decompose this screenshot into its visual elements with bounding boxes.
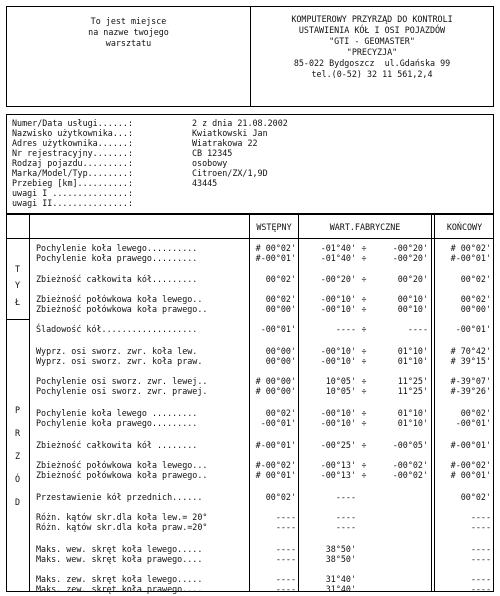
axle-divider [6,319,29,320]
row-final: # 00°02' [450,243,491,253]
row-initial: -00°01' [260,418,296,428]
row-label: Zbieżność całkowita kół......... [36,274,198,284]
info-value: osobowy [192,158,228,168]
row-final: 00°02' [460,274,491,284]
row-final: 00°02' [460,294,491,304]
row-label: Zbieżność połówkowa koła prawego.. [36,470,208,480]
axle-letter: P [14,405,21,415]
row-factory-max: 01°10' [397,346,428,356]
row-initial: #-00°01' [255,440,296,450]
info-value: 43445 [192,178,218,188]
row-label: Pochylenie koła prawego......... [36,253,198,263]
row-label: Pochylenie osi sworz. zwr. prawej. [36,386,208,396]
company-line: "GTI - GEOMASTER" [329,36,415,46]
row-factory-max: -00°05' [392,440,428,450]
info-label: Numer/Data usługi......: [12,118,134,128]
row-factory-sep: ÷ [361,304,367,314]
info-label: uwagi II...............: [12,198,134,208]
axle-letter: Ł [14,297,21,307]
col-final-divider-a [431,214,432,592]
axle-letter: T [14,264,21,274]
row-factory-min: ---- [335,324,356,334]
row-initial: ---- [275,522,296,532]
row-label: Zbieżność połówkowa koła prawego.. [36,304,208,314]
col-final-divider-b [434,214,435,592]
row-factory-max: 01°10' [397,356,428,366]
row-final: #-39°07' [450,376,491,386]
row-initial: ---- [275,544,296,554]
row-factory-min: 38°50' [325,554,356,564]
col-factory-divider [298,214,299,592]
row-factory-min: -00°10' [320,346,356,356]
col-header-initial: WSTĘPNY [256,222,292,232]
row-factory-max: 00°20' [397,274,428,284]
row-final: 00°02' [460,408,491,418]
row-factory-min: ---- [335,522,356,532]
measurement-table [6,214,494,592]
row-factory-min: -00°20' [320,274,356,284]
row-factory-min: -00°10' [320,418,356,428]
row-factory-sep: ÷ [361,470,367,480]
row-factory-min: ---- [335,512,356,522]
info-value: Wiatrakowa 22 [192,138,258,148]
row-label: Maks. zew. skręt koła lewego..... [36,574,203,584]
row-factory-min: -00°25' [320,440,356,450]
row-factory-sep: ÷ [361,460,367,470]
row-final: #-00°02' [450,460,491,470]
row-factory-max: -00°02' [392,460,428,470]
row-final: 00°00' [460,304,491,314]
row-factory-sep: ÷ [361,253,367,263]
row-factory-max: 11°25' [397,376,428,386]
row-factory-min: -01°40' [320,243,356,253]
row-factory-min: -00°10' [320,304,356,314]
workshop-line: warsztatu [105,38,152,48]
company-line: tel.(0-52) 32 11 561,2,4 [311,69,433,79]
row-initial: # 00°02' [255,243,296,253]
axle-letter: Z [14,451,21,461]
row-initial: 00°02' [265,492,296,502]
row-label: Śladowość kół................... [36,324,198,334]
row-initial: 00°02' [265,294,296,304]
row-factory-min: 31°40' [325,584,356,594]
axle-letter: R [14,428,21,438]
row-label: Wyprz. osi sworz. zwr. koła praw. [36,356,203,366]
axle-letter: Ó [14,474,21,484]
row-initial: #-00°02' [255,460,296,470]
row-final: -00°01' [455,418,491,428]
row-label: Maks. wew. skręt koła lewego..... [36,544,203,554]
row-factory-min: -00°10' [320,294,356,304]
axle-letter: Y [14,280,21,290]
workshop-line: To jest miejsce [90,16,167,26]
row-label: Wyprz. osi sworz. zwr. koła lew. [36,346,198,356]
row-label: Maks. zew. skręt koła prawego.... [36,584,203,594]
row-factory-min: 31°40' [325,574,356,584]
row-factory-sep: ÷ [361,294,367,304]
row-final: ---- [470,554,491,564]
row-factory-sep: ÷ [361,356,367,366]
company-line: USTAWIENIA KÓŁ I OSI POJAZDÓW [298,25,446,35]
workshop-line: na nazwe twojego [88,27,169,37]
row-final: ---- [470,584,491,594]
row-factory-sep: ÷ [361,376,367,386]
table-header-divider [6,238,494,239]
row-factory-max: ---- [407,324,428,334]
row-factory-sep: ÷ [361,408,367,418]
info-value: CB 12345 [192,148,233,158]
row-factory-max: 00°10' [397,304,428,314]
col-init-divider [249,214,250,592]
row-final: #-00°01' [450,440,491,450]
row-factory-max: -00°20' [392,253,428,263]
info-value: 2 z dnia 21.08.2002 [192,118,288,128]
info-value: Citroen/ZX/1,9D [192,168,268,178]
row-label: Zbieżność połówkowa koła lewego... [36,460,208,470]
row-label: Zbieżność połówkowa koła lewego.. [36,294,203,304]
row-factory-sep: ÷ [361,274,367,284]
row-factory-min: -00°13' [320,470,356,480]
row-factory-min: -00°10' [320,356,356,366]
row-factory-sep: ÷ [361,324,367,334]
row-factory-min: 10°05' [325,386,356,396]
company-line: KOMPUTEROWY PRZYRZĄD DO KONTROLI [291,14,453,24]
row-label: Pochylenie koła prawego......... [36,418,198,428]
info-value: Kwiatkowski Jan [192,128,268,138]
row-initial: ---- [275,574,296,584]
company-line: 85-022 Bydgoszcz ul.Gdańska 99 [293,58,451,68]
row-final: # 00°01' [450,470,491,480]
row-final: #-39°26' [450,386,491,396]
row-label: Pochylenie koła lewego.......... [36,243,198,253]
row-initial: 00°00' [265,346,296,356]
row-initial: 00°00' [265,356,296,366]
row-factory-min: -00°13' [320,460,356,470]
row-label: Różn. kątów skr.dla koła lew.= 20° [36,512,208,522]
row-final: ---- [470,522,491,532]
row-factory-min: ---- [335,492,356,502]
row-factory-max: 00°10' [397,294,428,304]
row-factory-max: -00°20' [392,243,428,253]
row-initial: # 00°01' [255,470,296,480]
row-factory-sep: ÷ [361,346,367,356]
row-factory-min: 10°05' [325,376,356,386]
info-label: Nr rejestracyjny.......: [12,148,134,158]
row-label: Przestawienie kół przednich...... [36,492,203,502]
row-final: # 39°15' [450,356,491,366]
row-label: Maks. wew. skręt koła prawego.... [36,554,203,564]
row-factory-min: 38°50' [325,544,356,554]
info-label: Przebieg [km]..........: [12,178,134,188]
row-initial: 00°02' [265,274,296,284]
row-label: Pochylenie osi sworz. zwr. lewej.. [36,376,208,386]
row-final: 00°02' [460,492,491,502]
row-initial: ---- [275,512,296,522]
row-factory-sep: ÷ [361,243,367,253]
col-header-factory: WART.FABRYCZNE [329,222,401,232]
info-label: uwagi I ...............: [12,188,134,198]
row-initial: ---- [275,584,296,594]
info-label: Rodzaj pojazdu.........: [12,158,134,168]
row-initial: -00°01' [260,324,296,334]
row-factory-sep: ÷ [361,386,367,396]
row-initial: # 00°00' [255,376,296,386]
row-initial: 00°02' [265,408,296,418]
row-label: Różn. kątów skr.dla koła praw.=20° [36,522,208,532]
row-final: # 70°42' [450,346,491,356]
row-final: -00°01' [455,324,491,334]
row-factory-sep: ÷ [361,440,367,450]
row-label: Pochylenie koła lewego ......... [36,408,198,418]
row-initial: ---- [275,554,296,564]
row-final: ---- [470,512,491,522]
axle-letter: D [14,497,21,507]
row-factory-max: -00°02' [392,470,428,480]
info-label: Marka/Model/Typ........: [12,168,134,178]
row-initial: # 00°00' [255,386,296,396]
info-label: Adres użytkownika......: [12,138,134,148]
row-initial: #-00°01' [255,253,296,263]
row-initial: 00°00' [265,304,296,314]
col-header-final: KOŃCOWY [446,222,483,232]
col-axle-divider [29,214,30,592]
company-line: "PRECYZJA" [346,47,398,57]
row-factory-max: 11°25' [397,386,428,396]
row-final: ---- [470,574,491,584]
row-final: ---- [470,544,491,554]
row-factory-max: 01°10' [397,408,428,418]
row-final: #-00°01' [450,253,491,263]
info-label: Nazwisko użytkownika...: [12,128,134,138]
row-factory-min: -01°40' [320,253,356,263]
row-factory-min: -00°10' [320,408,356,418]
row-factory-max: 01°10' [397,418,428,428]
row-factory-sep: ÷ [361,418,367,428]
row-label: Zbieżność całkowita kół ........ [36,440,198,450]
